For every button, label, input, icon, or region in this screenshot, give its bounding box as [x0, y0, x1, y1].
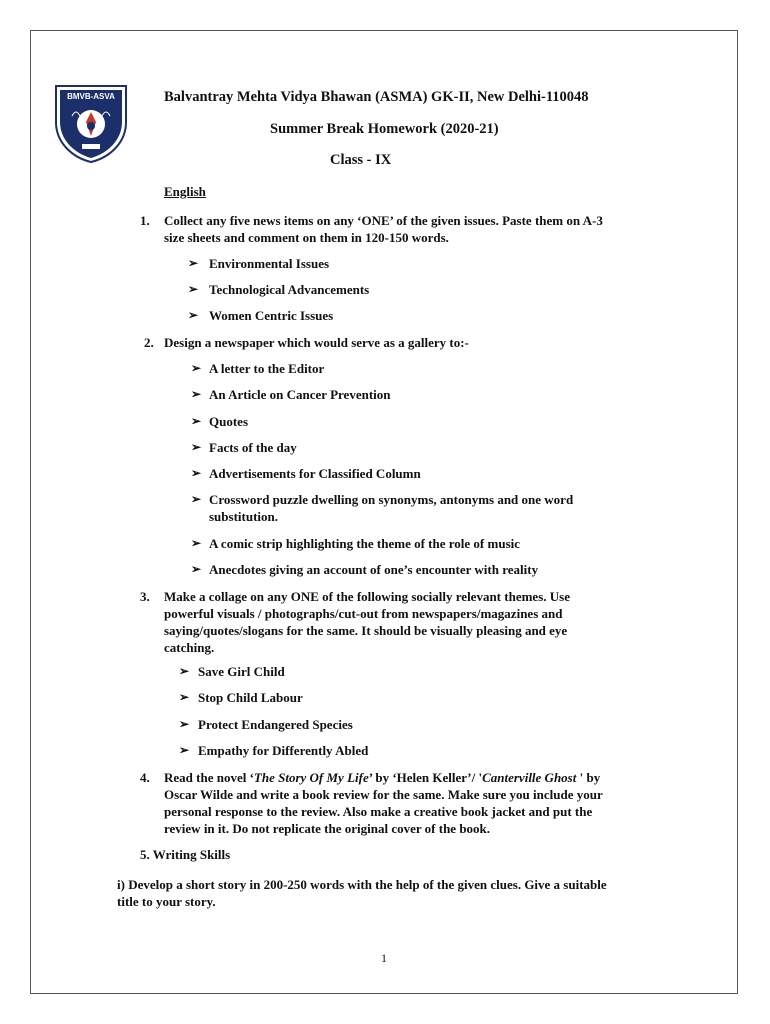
q1-line-1: Collect any five news items on any ‘ONE’ of the given issues. Paste them on A-3	[164, 213, 603, 228]
bullet-arrow-icon: ➢	[179, 664, 190, 678]
q1-item: Environmental Issues	[209, 256, 330, 271]
page-border	[30, 30, 738, 994]
school-crest-logo	[52, 82, 130, 164]
q2-item: Advertisements for Classified Column	[209, 466, 421, 481]
bullet-arrow-icon: ➢	[191, 492, 202, 506]
book-title-story-of-my-life: The Story Of My Life	[253, 770, 369, 785]
q2-item: Facts of the day	[209, 440, 297, 455]
bullet-arrow-icon: ➢	[179, 690, 190, 704]
q2-item: A letter to the Editor	[209, 361, 325, 376]
q2-text: Design a newspaper which would serve as a gallery to:-	[164, 335, 469, 350]
q4-line-1: Read the novel ‘The Story Of My Life’ by ‘Helen Keller’/ 'Canterville Ghost ' by	[164, 770, 601, 785]
class-label: Class - IX	[330, 152, 392, 168]
subject-heading: English	[164, 184, 206, 199]
q3-item: Stop Child Labour	[198, 690, 303, 705]
q4-number: 4.	[140, 770, 150, 785]
q3-item: Empathy for Differently Abled	[198, 743, 369, 758]
q1-line-2: size sheets and comment on them in 120-150 words.	[164, 230, 449, 245]
q4-line: Oscar Wilde and write a book review for the same. Make sure you include your	[164, 787, 603, 802]
q3-item: Protect Endangered Species	[198, 717, 353, 732]
q5-line-1: i) Develop a short story in 200-250 words with the help of the given clues. Give a suitable	[117, 877, 607, 892]
q3-line: powerful visuals / photographs/cut-out from newspapers/magazines and	[164, 606, 563, 621]
q5-heading: 5. Writing Skills	[140, 847, 231, 862]
homework-title: Summer Break Homework (2020-21)	[270, 121, 499, 137]
q3-item: Save Girl Child	[198, 664, 285, 679]
bullet-arrow-icon: ➢	[188, 256, 199, 270]
q3-line: saying/quotes/slogans for the same. It should be visually pleasing and eye	[164, 623, 568, 638]
bullet-arrow-icon: ➢	[179, 743, 190, 757]
page-number: 1	[381, 951, 387, 965]
bullet-arrow-icon: ➢	[191, 466, 202, 480]
q3-line: catching.	[164, 640, 215, 655]
q2-item-continued: substitution.	[209, 509, 278, 524]
bullet-arrow-icon: ➢	[191, 387, 202, 401]
q2-item: Anecdotes giving an account of one’s encounter with reality	[209, 562, 539, 577]
q2-item: Crossword puzzle dwelling on synonyms, antonyms and one word	[209, 492, 574, 507]
q4-line: review in it. Do not replicate the original cover of the book.	[164, 821, 491, 836]
bullet-arrow-icon: ➢	[188, 308, 199, 322]
q3-number: 3.	[140, 589, 150, 604]
q2-item: A comic strip highlighting the theme of the role of music	[209, 536, 521, 551]
bullet-arrow-icon: ➢	[191, 562, 202, 576]
q5-line-2: title to your story.	[117, 894, 216, 909]
logo-text: BMVB-ASVA	[67, 92, 115, 101]
bullet-arrow-icon: ➢	[191, 361, 202, 375]
q3-line: Make a collage on any ONE of the following socially relevant themes. Use	[164, 589, 570, 604]
bullet-arrow-icon: ➢	[188, 282, 199, 296]
q2-item: An Article on Cancer Prevention	[209, 387, 391, 402]
q1-item: Women Centric Issues	[209, 308, 334, 323]
q2-number: 2.	[144, 335, 154, 350]
school-name: Balvantray Mehta Vidya Bhawan (ASMA) GK-II, New Delhi-110048	[164, 89, 589, 105]
bullet-arrow-icon: ➢	[191, 440, 202, 454]
bullet-arrow-icon: ➢	[179, 717, 190, 731]
book-title-canterville-ghost: Canterville Ghost	[482, 770, 577, 785]
bullet-arrow-icon: ➢	[191, 414, 202, 428]
q4-line: personal response to the review. Also make a creative book jacket and put the	[164, 804, 593, 819]
q1-number: 1.	[140, 213, 150, 228]
bullet-arrow-icon: ➢	[191, 536, 202, 550]
q2-item: Quotes	[209, 414, 248, 429]
q1-item: Technological Advancements	[209, 282, 370, 297]
